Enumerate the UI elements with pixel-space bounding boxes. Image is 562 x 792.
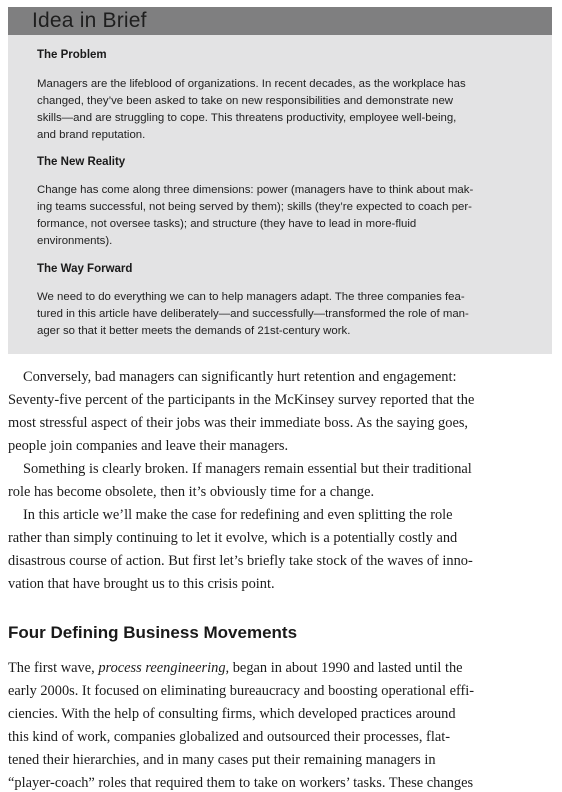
section-text: began in about 1990 and lasted until the [229,660,463,676]
body-line: Seventy-five percent of the participants in the McKinsey survey reported that the [8,392,475,408]
new-reality-heading: The New Reality [37,156,126,168]
body-line: disastrous course of action. But first let’s briefly take stock of the waves of inno- [8,553,473,569]
section-text: The first wave, [8,660,99,676]
section-line: early 2000s. It focused on eliminating bureaucracy and boosting operational effi- [8,683,475,699]
body-line: vation that have brought us to this crisis point. [8,576,275,592]
way-forward-line: tured in this article have deliberately—and successfully—transformed the role of man- [37,308,469,320]
new-reality-line: Change has come along three dimensions: power (managers have to think about mak- [37,184,474,196]
new-reality-line: ing teams successful, not being served by them); skills (they’re expected to coach per- [37,201,472,213]
new-reality-line: environments). [37,235,113,247]
section-emphasis: process reengineering, [98,660,230,676]
problem-line: Managers are the lifeblood of organizations. In recent decades, as the workplace has [37,78,466,90]
body-line: most stressful aspect of their jobs was their immediate boss. As the saying goes, [8,415,469,431]
way-forward-line: ager so that it better meets the demands of 21st-century work. [37,325,351,337]
problem-line: changed, they’ve been asked to take on new responsibilities and demonstrate new [37,95,454,107]
idea-in-brief-box [8,7,552,354]
section-heading: Four Defining Business Movements [8,623,298,642]
body-line: rather than simply continuing to let it evolve, which is a potentially costly and [8,530,458,546]
way-forward-line: We need to do everything we can to help managers adapt. The three companies fea- [37,291,465,303]
section-line: “player-coach” roles that required them to take on workers’ tasks. These changes [8,775,474,791]
brief-title: Idea in Brief [32,9,147,32]
body-line: Conversely, bad managers can significantly hurt retention and engagement: [23,369,457,385]
problem-line: skills—and are struggling to cope. This threatens productivity, employee well-being, [37,112,457,124]
section-line [8,659,463,677]
new-reality-line: formance, not oversee tasks); and structure (they have to lead in more-fluid [37,218,417,230]
problem-heading: The Problem [37,49,107,61]
brief-title-bar [8,7,552,35]
way-forward-heading: The Way Forward [37,263,133,275]
body-line: In this article we’ll make the case for redefining and even splitting the role [23,507,453,523]
body-line: role has become obsolete, then it’s obviously time for a change. [8,484,375,500]
body-line: people join companies and leave their managers. [8,438,289,454]
section-line: tened their hierarchies, and in many cases put their remaining managers in [8,752,436,768]
section-line: this kind of work, companies globalized and outsourced their processes, flat- [8,729,450,745]
problem-line: and brand reputation. [37,129,146,141]
section-line: ciencies. With the help of consulting firms, which developed practices around [8,706,456,722]
body-line: Something is clearly broken. If managers remain essential but their traditional [23,461,472,477]
